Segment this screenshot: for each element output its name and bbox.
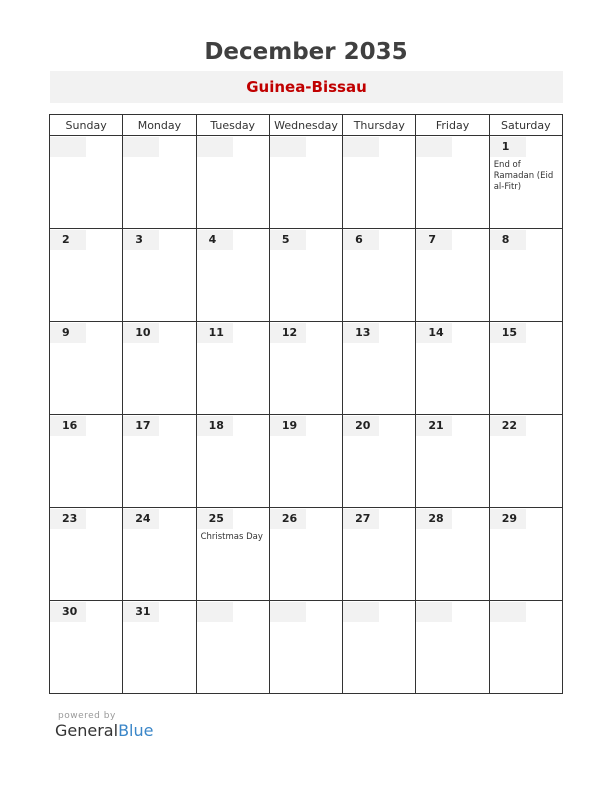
day-cell [50, 229, 123, 322]
day-number: 11 [197, 323, 233, 343]
day-number: 13 [343, 323, 379, 343]
day-cell [50, 508, 123, 601]
day-cell [123, 229, 196, 322]
day-number [123, 137, 159, 157]
day-cell [123, 322, 196, 415]
day-number: 29 [490, 509, 526, 529]
day-cell [343, 508, 416, 601]
day-number: 15 [490, 323, 526, 343]
day-number: 18 [197, 416, 233, 436]
holiday-label: End of Ramadan (Eid al-Fitr) [493, 160, 554, 192]
day-number: 14 [416, 323, 452, 343]
day-number: 16 [50, 416, 86, 436]
day-cell [489, 601, 562, 694]
day-number: 25 [197, 509, 233, 529]
day-number: 2 [50, 230, 86, 250]
day-cell [123, 508, 196, 601]
day-cell [416, 322, 489, 415]
day-cell [343, 136, 416, 229]
day-cell [489, 415, 562, 508]
calendar-title: December 2035 [204, 39, 408, 65]
day-number: 27 [343, 509, 379, 529]
day-cell [343, 229, 416, 322]
week-row [50, 601, 563, 694]
day-number [50, 137, 86, 157]
holiday-label: Christmas Day [200, 532, 263, 542]
day-number: 31 [123, 602, 159, 622]
day-number [197, 137, 233, 157]
brand-logo[interactable] [55, 721, 153, 740]
brand-general: General [55, 721, 119, 740]
day-cell [489, 508, 562, 601]
day-number [490, 602, 526, 622]
day-cell [123, 136, 196, 229]
day-number: 30 [50, 602, 86, 622]
week-row [50, 508, 563, 601]
country-banner [50, 71, 563, 103]
weekday-header-row [50, 115, 563, 136]
day-number [416, 602, 452, 622]
day-number: 3 [123, 230, 159, 250]
day-number: 19 [270, 416, 306, 436]
day-cell [416, 415, 489, 508]
day-cell [416, 136, 489, 229]
day-cell [343, 322, 416, 415]
weekday-header: Wednesday [269, 115, 342, 136]
day-cell [269, 322, 342, 415]
day-number [343, 602, 379, 622]
calendar-body [50, 136, 563, 694]
day-number: 1 [490, 137, 526, 157]
day-number [270, 602, 306, 622]
day-cell [196, 322, 269, 415]
weekday-header: Friday [416, 115, 489, 136]
day-cell [416, 508, 489, 601]
day-number: 9 [50, 323, 86, 343]
weekday-header: Saturday [489, 115, 562, 136]
day-number: 10 [123, 323, 159, 343]
day-number [270, 137, 306, 157]
day-number [343, 137, 379, 157]
day-cell [269, 229, 342, 322]
day-number [197, 602, 233, 622]
day-cell [343, 601, 416, 694]
day-cell [269, 136, 342, 229]
day-number: 21 [416, 416, 452, 436]
day-cell [416, 229, 489, 322]
day-number: 12 [270, 323, 306, 343]
day-cell [123, 601, 196, 694]
weekday-header: Thursday [343, 115, 416, 136]
day-cell [269, 508, 342, 601]
week-row [50, 415, 563, 508]
day-cell [269, 415, 342, 508]
day-cell [50, 136, 123, 229]
week-row [50, 136, 563, 229]
day-cell [196, 136, 269, 229]
day-cell [50, 601, 123, 694]
week-row [50, 322, 563, 415]
week-row [50, 229, 563, 322]
day-number: 28 [416, 509, 452, 529]
country-name: Guinea-Bissau [246, 78, 367, 96]
weekday-header: Sunday [50, 115, 123, 136]
day-number [416, 137, 452, 157]
day-number: 20 [343, 416, 379, 436]
brand-blue: Blue [118, 721, 154, 740]
day-cell [489, 229, 562, 322]
day-number: 6 [343, 230, 379, 250]
day-cell [489, 322, 562, 415]
day-number: 22 [490, 416, 526, 436]
day-cell [269, 601, 342, 694]
day-number: 24 [123, 509, 159, 529]
calendar-grid [49, 114, 563, 694]
day-cell [196, 229, 269, 322]
day-number: 4 [197, 230, 233, 250]
day-number: 17 [123, 416, 159, 436]
day-number: 8 [490, 230, 526, 250]
day-cell [50, 415, 123, 508]
day-cell [343, 415, 416, 508]
day-number: 7 [416, 230, 452, 250]
day-cell [489, 136, 562, 229]
day-number: 23 [50, 509, 86, 529]
powered-by-label: powered by [58, 711, 116, 721]
weekday-header: Tuesday [196, 115, 269, 136]
day-cell [50, 322, 123, 415]
day-number: 5 [270, 230, 306, 250]
day-number: 26 [270, 509, 306, 529]
day-cell [123, 415, 196, 508]
day-cell [196, 601, 269, 694]
day-cell [196, 508, 269, 601]
weekday-header: Monday [123, 115, 196, 136]
day-cell [416, 601, 489, 694]
day-cell [196, 415, 269, 508]
